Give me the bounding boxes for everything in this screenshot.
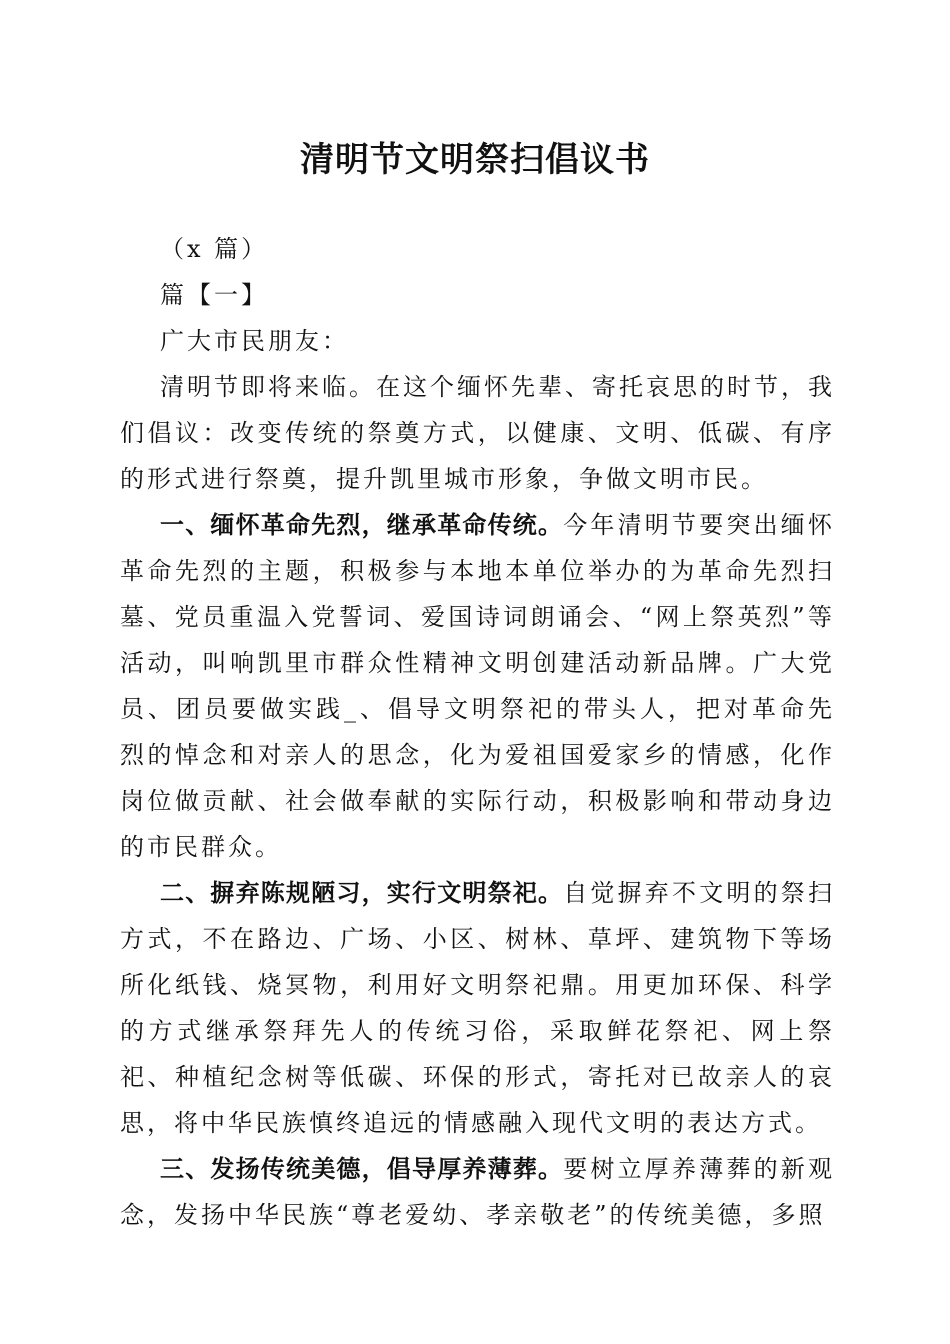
salutation: 广大市民朋友：: [160, 327, 349, 355]
document-title: 清明节文明祭扫倡议书: [300, 140, 650, 180]
section-label: 篇【一】: [160, 281, 268, 309]
count-note: （x 篇）: [160, 235, 269, 263]
item-text-2: 自觉摒弃不文明的祭扫方式，不在路边、广场、小区、树林、草坪、建筑物下等场所化纸钱、烧冥物，利用好文明祭祀鼎。用更加环保、科学的方式继承祭拜先人的传统习俗，采取鲜花祭祀、网上祭祀、种植纪念树等低碳、环保的形式，寄托对已故亲人的哀思，将中华民族慎终追远的情感融入现代文明的表达方式。: [120, 879, 836, 1137]
document-body: [120, 226, 835, 1238]
item-paragraph-2: [120, 870, 835, 1146]
item-text-3: 要树立厚养薄葬的新观念，发扬中华民族“尊老爱幼、孝亲敬老”的传统美德，多照: [120, 1155, 836, 1229]
item-heading-3: 三、发扬传统美德，倡导厚养薄葬。: [160, 1155, 564, 1183]
intro-paragraph: 清明节即将来临。在这个缅怀先辈、寄托哀思的时节，我们倡议：改变传统的祭奠方式，以健康、文明、低碳、有序的形式进行祭奠，提升凯里城市形象，争做文明市民。: [120, 373, 835, 493]
item-paragraph-1: [120, 502, 835, 870]
item-paragraph-3: [120, 1146, 835, 1238]
item-heading-1: 一、缅怀革命先烈，继承革命传统。: [160, 511, 564, 539]
item-text-1: 今年清明节要突出缅怀革命先烈的主题，积极参与本地本单位举办的为革命先烈扫墓、党员重温入党誓词、爱国诗词朗诵会、“网上祭英烈”等活动，叫响凯里市群众性精神文明创建活动新品牌。广大党员、团员要做实践_、倡导文明祭祀的带头人，把对革命先烈的悼念和对亲人的思念，化为爱祖国爱家乡的情感，化作岗位做贡献、社会做奉献的实际行动，积极影响和带动身边的市民群众。: [120, 511, 836, 861]
item-heading-2: 二、摒弃陈规陋习，实行文明祭祀。: [160, 879, 564, 907]
